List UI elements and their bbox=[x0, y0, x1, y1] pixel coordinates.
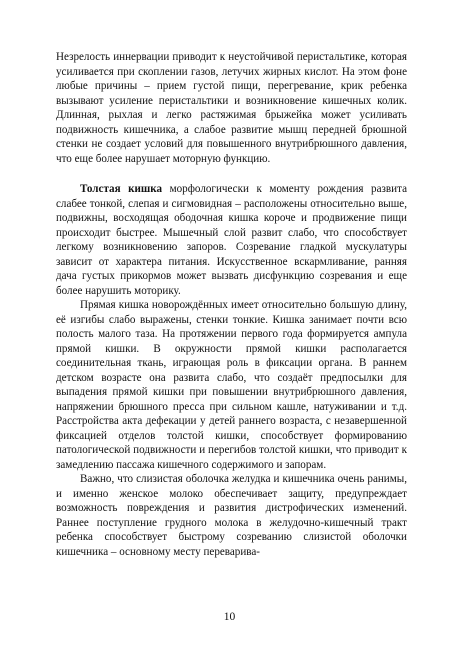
term-large-intestine: Толстая кишка bbox=[80, 183, 163, 195]
page-number: 10 bbox=[223, 611, 236, 623]
paragraph-large-intestine-text: морфологически к моменту рождения развита слабее тонкой, слепая и сигмовидная – расположены относительно выше, подвижны, восходящая ободочная кишка короче и продвижение пищи происходит быстрее. Мышечный слой развит слабо, что способствует легкому возникновению запоров. Созревание гладкой мускулатуры зависит от характера питания. Искусственное вскармливание, ранняя дача густых прикормов может вызвать дисфункцию созревания и еще более нарушить моторику. bbox=[56, 183, 407, 297]
paragraph-innervation: Незрелость иннервации приводит к неустойчивой перистальтике, которая усиливается при скоплении газов, летучих жирных кислот. На этом фоне любые причины – прием густой пищи, перегревание, крик ребенка вызывают усиление перистальтики и возникновение кишечных колик. Длинная, рыхлая и легко растяжимая брыжейка может усиливать подвижность кишечника, а слабое развитие мышц передней брюшной стенки не создает условий для повышенного внутрибрюшного давления, что еще более нарушает моторную функцию. bbox=[56, 51, 407, 165]
paragraph-large-intestine bbox=[56, 182, 407, 298]
paragraph-rectum: Прямая кишка новорождённых имеет относительно большую длину, её изгибы слабо выражены, стенки тонкие. Кишка занимает почти всю полость малого таза. На протяжении первого года формируется ампула прямой кишки. В окружности прямой кишки располагается соединительная ткань, играющая роль в фиксации органа. В раннем детском возрасте она развита слабо, что создаёт предпосылки для выпадения прямой кишки при повышении внутрибрюшного давления, напряжении брюшного пресса при сильном кашле, натуживании и т.д. Расстройства акта дефекации у детей раннего возраста, с незавершенной фиксацией отделов толстой кишки, способствует формированию патологической подвижности и перегибов толстой кишки, что приводит к замедлению пассажа кишечного содержимого и запорам. bbox=[56, 299, 407, 471]
paragraph-mucosa: Важно, что слизистая оболочка желудка и кишечника очень ранимы, и именно женское молоко обеспечивает защиту, предупреждает возможность повреждения и развития дистрофических изменений. Раннее поступление грудного молока в желудочно-кишечный тракт ребенка способствует быстрому созреванию слизистой оболочки кишечника – основному месту переварива- bbox=[56, 473, 407, 558]
paragraph-gap bbox=[56, 166, 407, 182]
document-page bbox=[56, 50, 407, 559]
